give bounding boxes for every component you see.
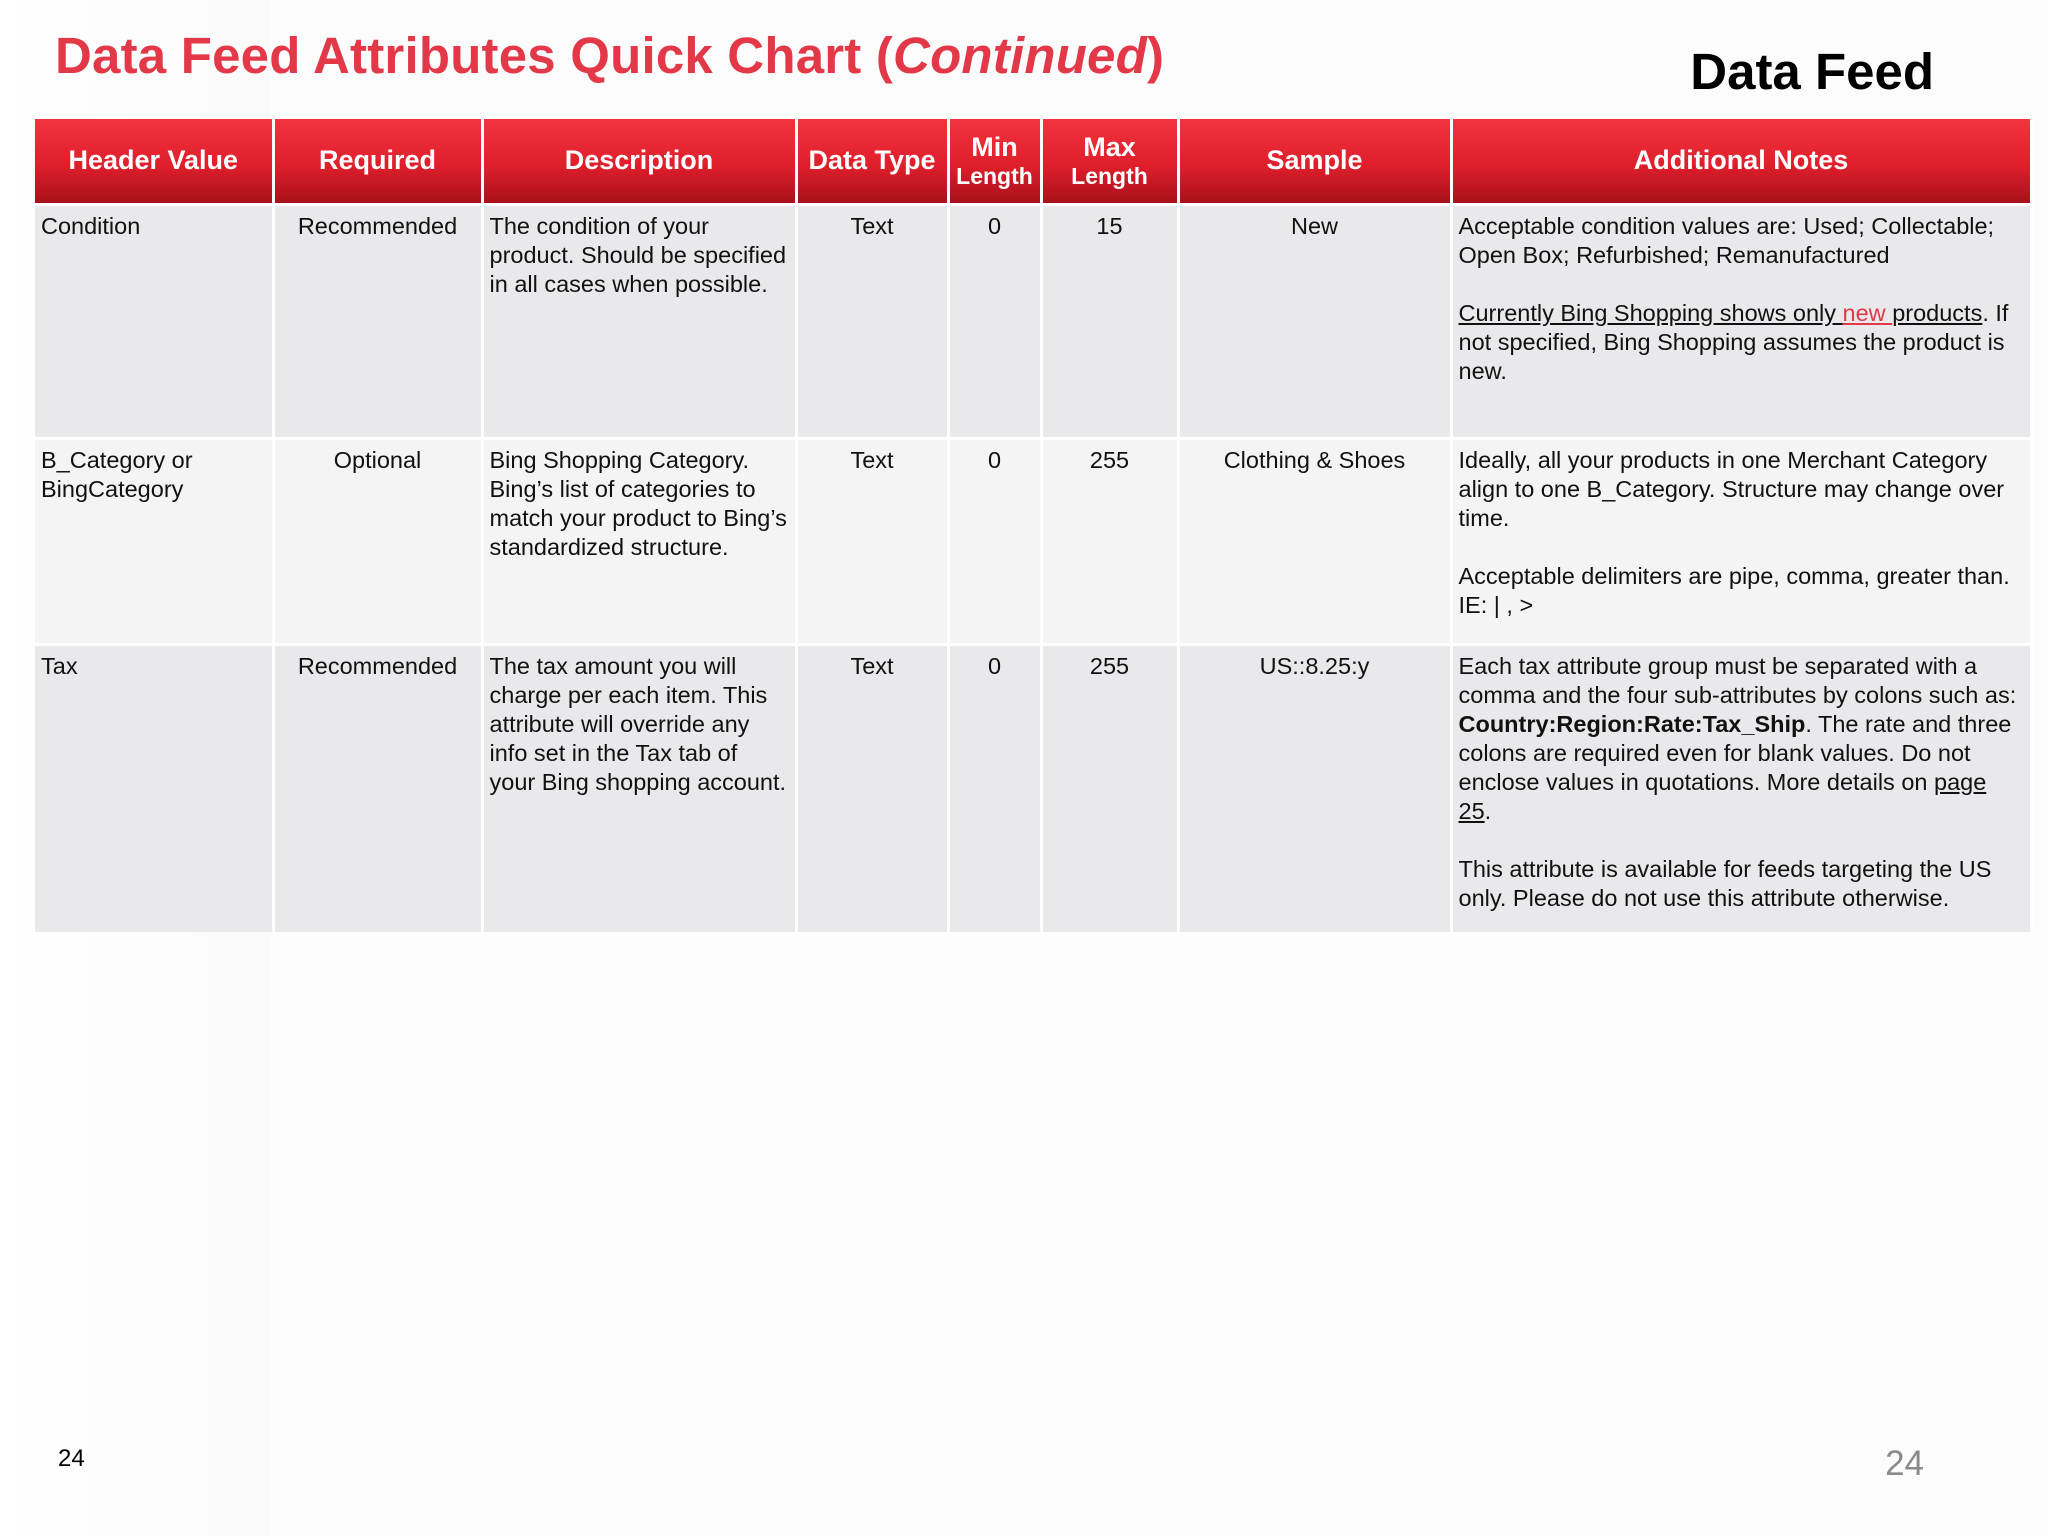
cell-max-length: 255	[1041, 439, 1178, 645]
notes-text: .	[1484, 798, 1492, 824]
cell-max-length: 255	[1041, 645, 1178, 932]
page-title-italic: Continued	[893, 27, 1147, 84]
cell-header-value: Condition	[35, 205, 273, 439]
table-row-condition	[35, 205, 2031, 439]
cell-sample: New	[1178, 205, 1451, 439]
notes-paragraph: Acceptable condition values are: Used; Collectable; Open Box; Refurbished; Remanufactured	[1458, 213, 1995, 268]
notes-underlined-text: products	[1892, 300, 1983, 326]
col-header-sample: Sample	[1178, 119, 1451, 205]
min-label: Min	[971, 132, 1018, 163]
table-row-tax	[35, 645, 2031, 932]
notes-paragraph	[1459, 299, 2024, 386]
notes-text: . If not specified, Bing Shopping assumes the product is new.	[1458, 300, 2009, 384]
cell-sample: Clothing & Shoes	[1178, 439, 1451, 645]
max-label: Max	[1083, 132, 1136, 163]
notes-new-link[interactable]: new	[1842, 300, 1893, 326]
cell-min-length: 0	[948, 645, 1041, 932]
table-row-b-category	[35, 439, 2031, 645]
attributes-table	[35, 119, 2033, 932]
cell-notes	[1451, 645, 2031, 932]
col-header-max-length	[1041, 119, 1178, 205]
max-sub-label: Length	[1071, 163, 1148, 190]
notes-paragraph: Acceptable delimiters are pipe, comma, greater than. IE: | , >	[1458, 563, 2010, 618]
col-header-data-type: Data Type	[796, 119, 948, 205]
notes-paragraph: This attribute is available for feeds targeting the US only. Please do not use this attribute otherwise.	[1458, 856, 1992, 911]
col-header-value: Header Value	[35, 119, 273, 205]
cell-description: The tax amount you will charge per each item. This attribute will override any info set in the Tax tab of your Bing shopping account.	[482, 645, 796, 932]
cell-description: The condition of your product. Should be specified in all cases when possible.	[482, 205, 796, 439]
cell-notes	[1451, 439, 2031, 645]
cell-description: Bing Shopping Category. Bing’s list of categories to match your product to Bing’s standardized structure.	[482, 439, 796, 645]
notes-paragraph	[1459, 652, 2024, 826]
cell-required: Optional	[273, 439, 482, 645]
cell-min-length: 0	[948, 439, 1041, 645]
min-sub-label: Length	[956, 163, 1033, 190]
cell-data-type: Text	[796, 645, 948, 932]
page-number-right: 24	[1885, 1444, 1924, 1483]
notes-text: . The rate and three colons are required even for blank values. Do not enclose values in quotations. More details on	[1458, 711, 2012, 795]
cell-max-length: 15	[1041, 205, 1178, 439]
section-label: Data Feed	[1690, 43, 1934, 100]
cell-required: Recommended	[273, 645, 482, 932]
cell-required: Recommended	[273, 205, 482, 439]
col-header-notes: Additional Notes	[1451, 119, 2031, 205]
page-title-main: Data Feed Attributes Quick Chart (	[55, 27, 894, 84]
cell-header-value: B_Category or BingCategory	[35, 439, 273, 645]
page-reference-link[interactable]: page 25	[1458, 769, 1987, 824]
notes-format-example: Country:Region:Rate:Tax_Ship	[1458, 711, 1806, 737]
col-header-description: Description	[482, 119, 796, 205]
cell-data-type: Text	[796, 205, 948, 439]
notes-paragraph: Ideally, all your products in one Merchant Category align to one B_Category. Structure may change over time.	[1458, 447, 2005, 531]
col-header-min-length	[948, 119, 1041, 205]
page-title-close: )	[1146, 27, 1165, 84]
table-header-row	[35, 119, 2031, 205]
cell-notes	[1451, 205, 2031, 439]
notes-underlined-text: Currently Bing Shopping shows only	[1458, 300, 1843, 326]
page-number-left: 24	[58, 1445, 85, 1472]
cell-sample: US::8.25:y	[1178, 645, 1451, 932]
page-title	[55, 26, 1164, 85]
col-header-required: Required	[273, 119, 482, 205]
cell-header-value: Tax	[35, 645, 273, 932]
cell-data-type: Text	[796, 439, 948, 645]
notes-text: Each tax attribute group must be separated with a comma and the four sub-attributes by colons such as:	[1458, 653, 2017, 708]
cell-min-length: 0	[948, 205, 1041, 439]
